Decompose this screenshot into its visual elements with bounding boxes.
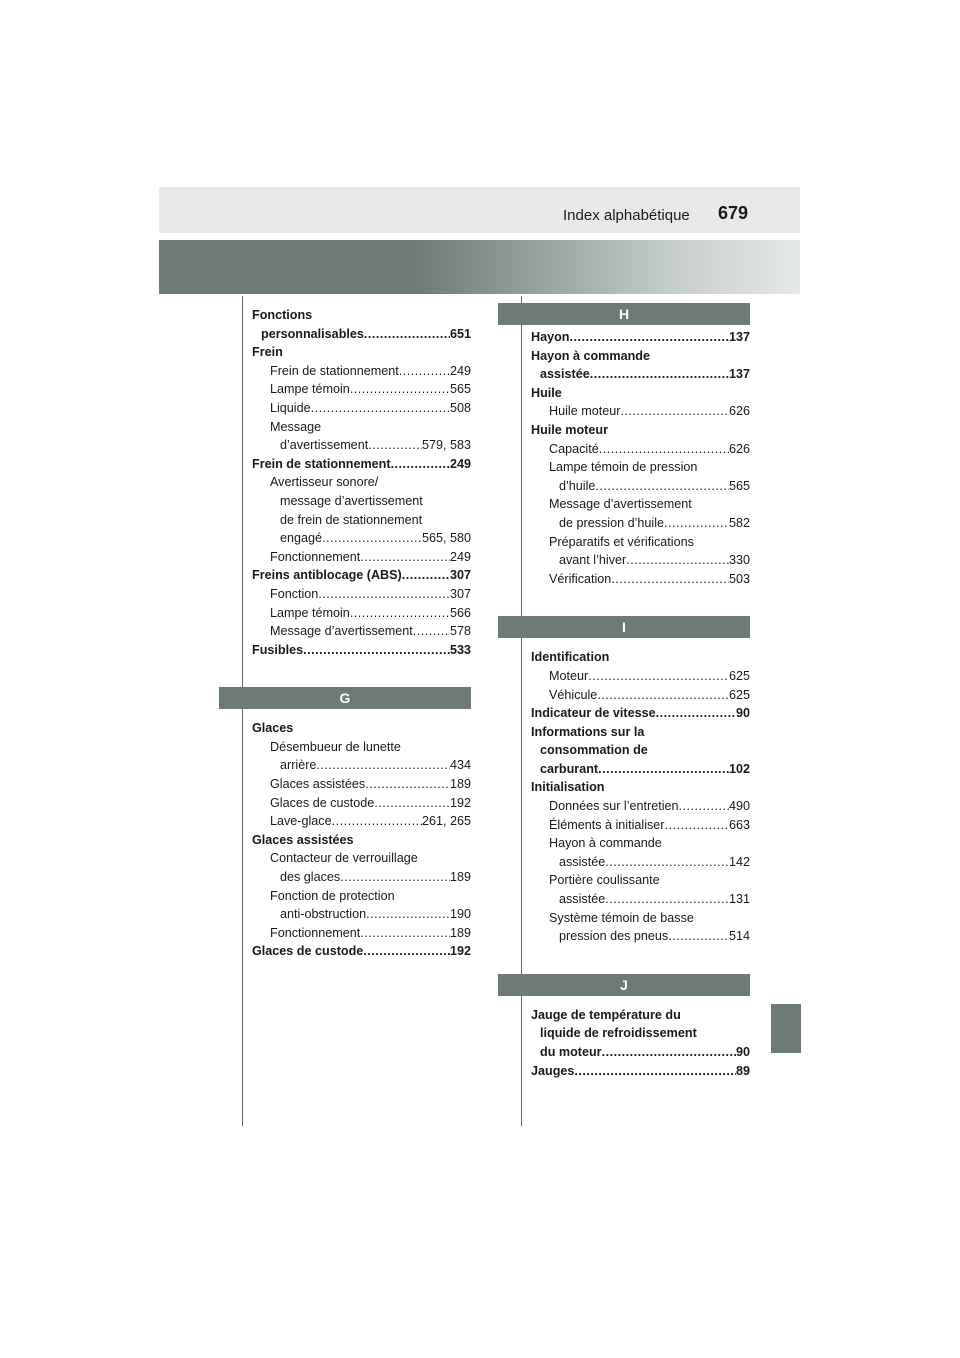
index-entry-term: Message (270, 419, 322, 434)
index-entry-term: Contacteur de verrouillage (270, 851, 418, 866)
index-entry-page: 490 (728, 799, 750, 814)
index-entry-term: d’avertissement (280, 438, 369, 453)
index-entry (252, 585, 471, 604)
header-bar (159, 187, 800, 233)
section-header-J: J (498, 974, 750, 996)
index-entry-page: 307 (449, 586, 471, 601)
index-entry-term: Freins antiblocage (ABS) (252, 568, 402, 583)
index-entry-page: 434 (449, 758, 471, 773)
index-entry (531, 909, 750, 928)
index-entry (252, 905, 471, 924)
dot-leader (605, 853, 729, 872)
index-entry (531, 760, 750, 779)
dot-leader (605, 890, 729, 909)
index-entry-term: Frein de stationnement (270, 363, 399, 378)
index-entry-term: de frein de stationnement (280, 512, 423, 527)
index-entry-term: pression des pneus (559, 929, 669, 944)
index-entry-term: Frein de stationnement (252, 456, 391, 471)
index-entry-page: 565 (449, 382, 471, 397)
index-entry (531, 1043, 750, 1062)
index-entry-page: 514 (728, 929, 750, 944)
index-entry (252, 641, 471, 660)
dot-leader (620, 402, 729, 421)
index-entry-term: Lampe témoin (270, 382, 350, 397)
index-entry (252, 868, 471, 887)
index-entry (252, 566, 471, 585)
index-entry-page: 578 (449, 624, 471, 639)
index-entry-term: Jauges (531, 1063, 575, 1078)
index-entry-page: 261, 265 (421, 814, 471, 829)
index-entry-term: arrière (280, 758, 317, 773)
dot-leader (366, 905, 450, 924)
index-entry-term: Préparatifs et vérifications (549, 534, 694, 549)
dot-leader (303, 641, 450, 660)
dot-leader (574, 1062, 736, 1081)
index-entry (252, 719, 471, 738)
index-entry (531, 551, 750, 570)
index-entry (531, 347, 750, 366)
index-entry-term: d’huile (559, 478, 596, 493)
dot-leader (595, 477, 729, 496)
index-entry (252, 887, 471, 906)
index-entry (252, 738, 471, 757)
index-entry-term: Glaces de custode (252, 944, 364, 959)
index-entry-page: 625 (728, 687, 750, 702)
index-entry (252, 511, 471, 530)
index-entry-term: Informations sur la (531, 724, 645, 739)
index-entry-term: Fonction de protection (270, 888, 395, 903)
index-entry (531, 1062, 750, 1081)
section-header-I: I (498, 616, 750, 638)
index-entry (252, 436, 471, 455)
index-entry-term: Lave-glace (270, 814, 332, 829)
index-entry-term: Moteur (549, 668, 589, 683)
index-entry (252, 380, 471, 399)
index-entry-page: 625 (728, 668, 750, 683)
index-entry-term: Éléments à initialiser (549, 817, 665, 832)
index-entry-term: Fonctionnement (270, 925, 361, 940)
index-entry-page: 249 (449, 456, 471, 471)
index-entry (252, 455, 471, 474)
index-entry-page: 503 (728, 571, 750, 586)
index-entry-term: Portière coulissante (549, 873, 660, 888)
index-entry (252, 622, 471, 641)
index-entry-term: Huile moteur (531, 422, 608, 437)
index-entry-page: 189 (449, 870, 471, 885)
index-entry-term: Vérification (549, 571, 612, 586)
index-entry-term: Hayon (531, 330, 570, 344)
index-entry (252, 418, 471, 437)
index-entry (252, 362, 471, 381)
index-entry (531, 384, 750, 403)
index-entry-term: Avertisseur sonore/ (270, 475, 379, 490)
index-entry (531, 514, 750, 533)
index-entry (252, 756, 471, 775)
decorative-band (159, 240, 800, 294)
dot-leader (368, 436, 422, 455)
column-divider-right (521, 296, 522, 1126)
dot-leader (664, 514, 729, 533)
index-entry-page: 330 (728, 553, 750, 568)
index-entry (531, 533, 750, 552)
index-entry-page: 90 (735, 1045, 750, 1059)
index-entry (252, 325, 471, 344)
dot-leader (597, 686, 729, 705)
dot-leader (413, 622, 450, 641)
index-entry (531, 648, 750, 667)
index-entry (252, 831, 471, 850)
index-entry-page: 192 (449, 944, 471, 959)
index-entry-term: Hayon à commande (549, 836, 662, 851)
dot-leader (350, 380, 450, 399)
index-entry-term: Capacité (549, 441, 599, 456)
dot-leader (679, 797, 729, 816)
dot-leader (570, 328, 729, 347)
dot-leader (598, 760, 729, 779)
index-entry-page: 90 (735, 706, 750, 721)
index-entry-term: Jauge de température du (531, 1007, 681, 1022)
dot-leader (611, 570, 729, 589)
index-entry (252, 812, 471, 831)
index-entry-term: Glaces assistées (252, 832, 354, 847)
index-entry (531, 778, 750, 797)
dot-leader (350, 604, 450, 623)
index-entry-term: Initialisation (531, 780, 605, 795)
index-entry-term: Indicateur de vitesse (531, 706, 656, 721)
index-entry (252, 399, 471, 418)
index-entry-page: 579, 583 (421, 438, 471, 453)
dot-leader (656, 704, 736, 723)
dot-leader (402, 566, 450, 585)
index-entry (531, 871, 750, 890)
index-entry (252, 492, 471, 511)
index-entry (531, 1006, 750, 1025)
index-entry (252, 924, 471, 943)
index-entry (531, 495, 750, 514)
dot-leader (363, 942, 450, 961)
index-entry-term: Glaces (252, 721, 294, 736)
index-entry-term: carburant (540, 761, 599, 776)
index-entry-page: 131 (728, 892, 750, 907)
index-entry (531, 458, 750, 477)
index-entry (531, 723, 750, 742)
page-title: Index alphabétique (563, 207, 690, 224)
index-entry-page: 137 (728, 367, 750, 382)
index-entry-term: assistée (559, 854, 606, 869)
index-entry-page: 582 (728, 515, 750, 530)
index-entry (531, 477, 750, 496)
index-entry-page: 192 (449, 795, 471, 810)
dot-leader (360, 548, 450, 567)
dot-leader (374, 794, 450, 813)
index-entry (531, 440, 750, 459)
index-column-left (252, 306, 471, 961)
index-entry-term: avant l’hiver (559, 553, 627, 568)
dot-leader (588, 667, 729, 686)
index-entry-term: de pression d’huile (559, 515, 665, 530)
index-entry-page: 137 (728, 330, 750, 344)
index-entry-term: Message d’avertissement (270, 624, 413, 639)
index-entry (252, 794, 471, 813)
index-entry (531, 927, 750, 946)
index-entry-page: 508 (449, 400, 471, 415)
index-entry (531, 402, 750, 421)
index-entry (252, 548, 471, 567)
index-entry-term: Désembueur de lunette (270, 739, 401, 754)
dot-leader (602, 1043, 736, 1062)
index-entry (531, 421, 750, 440)
dot-leader (365, 775, 450, 794)
index-entry-term: liquide de refroidissement (540, 1026, 697, 1041)
index-entry (531, 853, 750, 872)
section-header-H: H (498, 303, 750, 325)
dot-leader (318, 585, 450, 604)
dot-leader (364, 325, 450, 344)
index-entry-term: message d’avertissement (280, 493, 423, 508)
index-entry-term: Données sur l’entretien (549, 799, 679, 814)
index-entry (531, 704, 750, 723)
index-entry-page: 102 (728, 761, 750, 776)
index-entry (252, 473, 471, 492)
index-entry-page: 626 (728, 404, 750, 419)
index-entry-term: Hayon à commande (531, 348, 650, 363)
index-column-right (531, 306, 750, 1080)
index-entry-term: Message d’avertissement (549, 497, 692, 512)
index-entry (531, 686, 750, 705)
index-entry-term: Glaces de custode (270, 795, 375, 810)
index-entry-term: Fonction (270, 586, 319, 601)
index-entry-term: Frein (252, 345, 283, 360)
index-entry-page: 249 (449, 363, 471, 378)
index-entry (531, 365, 750, 384)
index-entry-page: 249 (449, 549, 471, 564)
index-entry (531, 667, 750, 686)
page-number: 679 (718, 203, 749, 223)
index-entry-term: assistée (540, 367, 590, 382)
dot-leader (668, 927, 729, 946)
index-entry-page: 190 (449, 907, 471, 922)
column-divider-left (242, 296, 243, 1126)
dot-leader (311, 399, 450, 418)
index-entry-page: 89 (735, 1063, 750, 1078)
index-entry-page: 307 (449, 568, 471, 583)
index-entry-term: Fonctions (252, 308, 313, 322)
index-side-tab (771, 1004, 801, 1053)
index-entry (531, 816, 750, 835)
dot-leader (360, 924, 450, 943)
index-entry-page: 566 (449, 605, 471, 620)
index-entry (252, 604, 471, 623)
index-entry-term: engagé (280, 531, 323, 546)
index-entry-term: Fusibles (252, 642, 304, 657)
index-entry-term: Lampe témoin de pression (549, 460, 698, 475)
dot-leader (399, 362, 450, 381)
index-entry-term: Fonctionnement (270, 549, 361, 564)
dot-leader (316, 756, 450, 775)
dot-leader (599, 440, 729, 459)
index-entry (252, 942, 471, 961)
index-entry-term: Liquide (270, 400, 311, 415)
index-entry-term: des glaces (280, 870, 341, 885)
index-entry (252, 529, 471, 548)
dot-leader (626, 551, 729, 570)
section-header-G: G (219, 687, 471, 709)
dot-leader (322, 529, 422, 548)
dot-leader (391, 455, 450, 474)
dot-leader (332, 812, 422, 831)
index-entry-page: 189 (449, 925, 471, 940)
index-entry-page: 663 (728, 817, 750, 832)
dot-leader (665, 816, 729, 835)
index-entry-term: Huile moteur (549, 404, 621, 419)
index-entry-term: Identification (531, 650, 610, 665)
index-entry-term: du moteur (540, 1045, 602, 1059)
index-entry-term: Véhicule (549, 687, 598, 702)
index-entry-page: 142 (728, 854, 750, 869)
index-entry (531, 328, 750, 347)
index-entry (531, 741, 750, 760)
index-entry (531, 797, 750, 816)
index-entry-page: 189 (449, 777, 471, 792)
index-entry (252, 306, 471, 325)
index-entry-term: personnalisables (261, 326, 364, 341)
index-entry (252, 343, 471, 362)
index-entry (252, 849, 471, 868)
index-entry-page: 565, 580 (421, 531, 471, 546)
index-entry-page: 626 (728, 441, 750, 456)
index-entry (252, 775, 471, 794)
index-entry-term: Système témoin de basse (549, 910, 694, 925)
index-entry-term: Glaces assistées (270, 777, 366, 792)
index-entry-term: consommation de (540, 743, 648, 758)
index-entry (531, 570, 750, 589)
index-entry-term: Huile (531, 385, 562, 400)
index-entry (531, 890, 750, 909)
index-entry (531, 834, 750, 853)
index-entry (531, 1024, 750, 1043)
index-entry-page: 565 (728, 478, 750, 493)
index-entry-term: anti-obstruction (280, 907, 367, 922)
index-entry-term: assistée (559, 892, 606, 907)
dot-leader (590, 365, 729, 384)
index-entry-page: 533 (449, 642, 471, 657)
index-entry-page: 651 (449, 326, 471, 341)
index-entry-term: Lampe témoin (270, 605, 350, 620)
dot-leader (340, 868, 450, 887)
